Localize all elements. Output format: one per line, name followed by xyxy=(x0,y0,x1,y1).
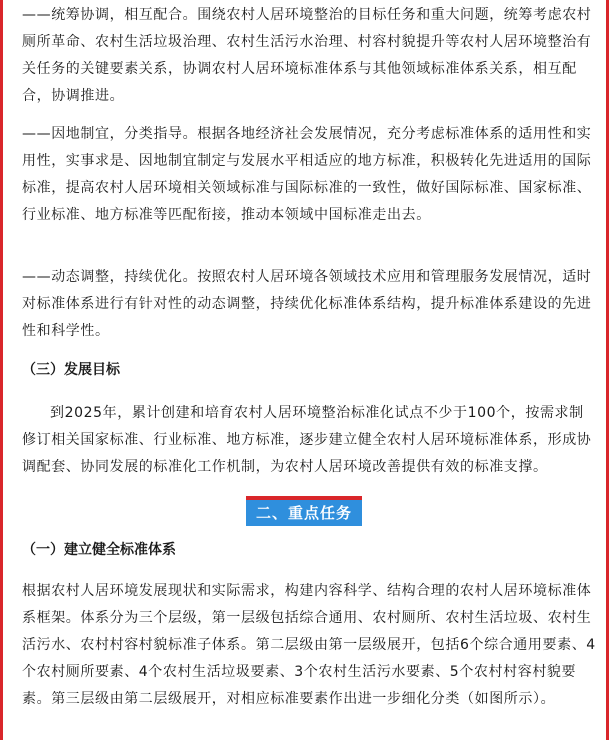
heading-standard-system: （一）建立健全标准体系 xyxy=(22,542,176,558)
heading-development-goal: （三）发展目标 xyxy=(22,362,120,378)
paragraph-local-adaptation: ——因地制宜，分类指导。根据各地经济社会发展情况，充分考虑标准体系的适用性和实用性，实事求是、因地制宜制定与发展水平相适应的地方标准，积极转化先进适用的国际标准，提高农村人居环境相关领域标准与国际标准的一致性，做好国际标准、国家标准、行业标准、地方标准等匹配衔接，推动本领域中国标准走出去。 xyxy=(22,126,592,223)
paragraph-coordination: ——统筹协调，相互配合。围绕农村人居环境整治的目标任务和重大问题，统筹考虑农村厕所革命、农村生活垃圾治理、农村生活污水治理、村容村貌提升等农村人居环境整治有关任务的关键要素关系，协调农村人居环境标准体系与其他领域标准体系关系，相互配合，协调推进。 xyxy=(22,7,592,104)
paragraph-dynamic-adjustment: ——动态调整，持续优化。按照农村人居环境各领域技术应用和管理服务发展情况，适时对标准体系进行有针对性的动态调整，持续优化标准体系结构，提升标准体系建设的先进性和科学性。 xyxy=(22,269,592,339)
section-title-key-tasks: 二、重点任务 xyxy=(246,496,362,526)
paragraph-goal-2025: 到2025年，累计创建和培育农村人居环境整治标准化试点不少于100个，按需求制修订相关国家标准、行业标准、地方标准，逐步建立健全农村人居环境标准体系，形成协调配套、协同发展的标准化工作机制，为农村人居环境改善提供有效的标准支撑。 xyxy=(22,405,592,475)
left-border xyxy=(0,0,3,740)
paragraph-system-framework: 根据农村人居环境发展现状和实际需求，构建内容科学、结构合理的农村人居环境标准体系框架。体系分为三个层级，第一层级包括综合通用、农村厕所、农村生活垃圾、农村生活污水、农村村容村貌标准子体系。第二层级由第一层级展开，包括6个综合通用要素、4个农村厕所要素、4个农村生活垃圾要素、3个农村生活污水要素、5个农村村容村貌要素。第三层级由第二层级展开，对相应标准要素作出进一步细化分类（如图所示）。 xyxy=(22,583,596,707)
